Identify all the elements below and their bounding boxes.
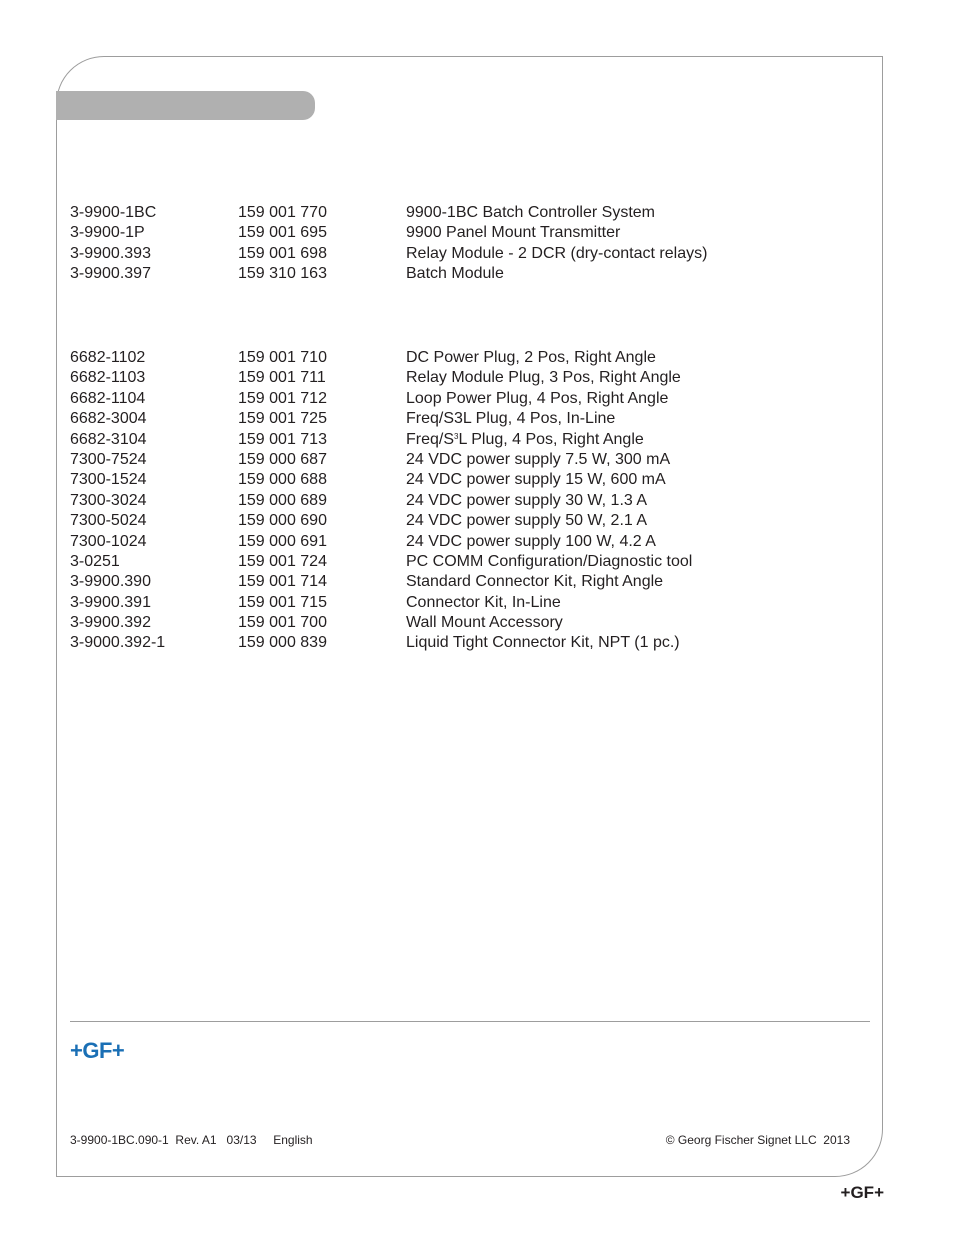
- mfr-part-number: 159 310 163: [238, 265, 327, 283]
- part-description: 9900 Panel Mount Transmitter: [406, 224, 621, 242]
- part-description: Batch Module: [406, 265, 504, 283]
- part-code: 3-9000.392-1: [70, 634, 166, 652]
- part-description: Connector Kit, In-Line: [406, 593, 561, 611]
- mfr-part-number: 159 000 688: [238, 471, 327, 489]
- mfr-part-number: 159 000 687: [238, 450, 327, 468]
- part-code: 6682-1103: [70, 369, 146, 387]
- part-description: Relay Module - 2 DCR (dry-contact relays): [406, 244, 708, 262]
- part-description: 24 VDC power supply 7.5 W, 300 mA: [406, 450, 671, 468]
- mfr-part-number: 159 001 770: [238, 204, 327, 221]
- mfr-part-number: 159 001 710: [238, 349, 327, 366]
- part-code: 3-9900.390: [70, 573, 151, 591]
- mfr-part-number: 159 001 712: [238, 389, 327, 407]
- part-description: 9900-1BC Batch Controller System: [406, 204, 655, 221]
- mfr-part-number: 159 001 714: [238, 573, 327, 591]
- mfr-part-number: 159 001 724: [238, 552, 327, 570]
- mfr-part-number: 159 000 689: [238, 491, 327, 509]
- part-code: 7300-3024: [70, 491, 147, 509]
- part-description: Wall Mount Accessory: [406, 614, 563, 632]
- part-code: 3-0251: [70, 552, 120, 570]
- part-description: Standard Connector Kit, Right Angle: [406, 573, 664, 591]
- mfr-part-number: 159 001 725: [238, 410, 327, 428]
- part-description: DC Power Plug, 2 Pos, Right Angle: [406, 349, 656, 366]
- part-code: 3-9900.393: [70, 244, 151, 262]
- mfr-part-number: 159 001 695: [238, 224, 327, 242]
- mfr-part-number: 159 001 711: [238, 369, 326, 387]
- part-description-text: Freq/S: [406, 430, 455, 448]
- part-description: Freq/S3L Plug, 4 Pos, In-Line: [406, 410, 616, 428]
- mfr-part-number: 159 000 839: [238, 634, 327, 652]
- part-code: 3-9900.392: [70, 614, 151, 632]
- part-description-text: L Plug, 4 Pos, Right Angle: [458, 430, 644, 448]
- section-header-tab: [56, 91, 315, 120]
- part-code: 7300-7524: [70, 450, 147, 468]
- part-description: Loop Power Plug, 4 Pos, Right Angle: [406, 389, 669, 407]
- superscript: 3: [454, 431, 459, 441]
- part-code: 6682-3004: [70, 410, 147, 428]
- mfr-part-number: 159 001 698: [238, 244, 327, 262]
- part-description: PC COMM Configuration/Diagnostic tool: [406, 552, 693, 570]
- part-description: 24 VDC power supply 100 W, 4.2 A: [406, 532, 656, 550]
- gf-logo: +GF+: [70, 1038, 125, 1063]
- part-code: 6682-1102: [70, 349, 146, 366]
- mfr-part-number: 159 001 713: [238, 430, 327, 448]
- document-info: 3-9900-1BC.090-1 Rev. A1 03/13 English: [70, 1133, 313, 1147]
- part-description: 24 VDC power supply 15 W, 600 mA: [406, 471, 666, 489]
- part-description: 24 VDC power supply 30 W, 1.3 A: [406, 491, 648, 509]
- mfr-part-number: 159 001 715: [238, 593, 327, 611]
- part-description: Liquid Tight Connector Kit, NPT (1 pc.): [406, 634, 680, 652]
- part-code: 7300-5024: [70, 512, 147, 530]
- part-code: 3-9900-1P: [70, 224, 145, 242]
- mfr-part-number: 159 000 690: [238, 512, 327, 530]
- mfr-part-number: 159 000 691: [238, 532, 327, 550]
- part-code: 7300-1024: [70, 532, 147, 550]
- footer-divider: [70, 1021, 870, 1022]
- part-code: 3-9900.391: [70, 593, 151, 611]
- mfr-part-number: 159 001 700: [238, 614, 327, 632]
- part-code: 6682-3104: [70, 430, 147, 448]
- part-code: 6682-1104: [70, 389, 146, 407]
- part-description: 24 VDC power supply 50 W, 2.1 A: [406, 512, 648, 530]
- part-code: 7300-1524: [70, 471, 147, 489]
- part-description: Relay Module Plug, 3 Pos, Right Angle: [406, 369, 681, 387]
- part-description: [406, 430, 644, 450]
- part-code: 3-9900-1BC: [70, 204, 157, 221]
- part-code: 3-9900.397: [70, 265, 151, 283]
- copyright-notice: © Georg Fischer Signet LLC 2013: [665, 1133, 850, 1147]
- gf-corner-logo: +GF+: [840, 1183, 884, 1202]
